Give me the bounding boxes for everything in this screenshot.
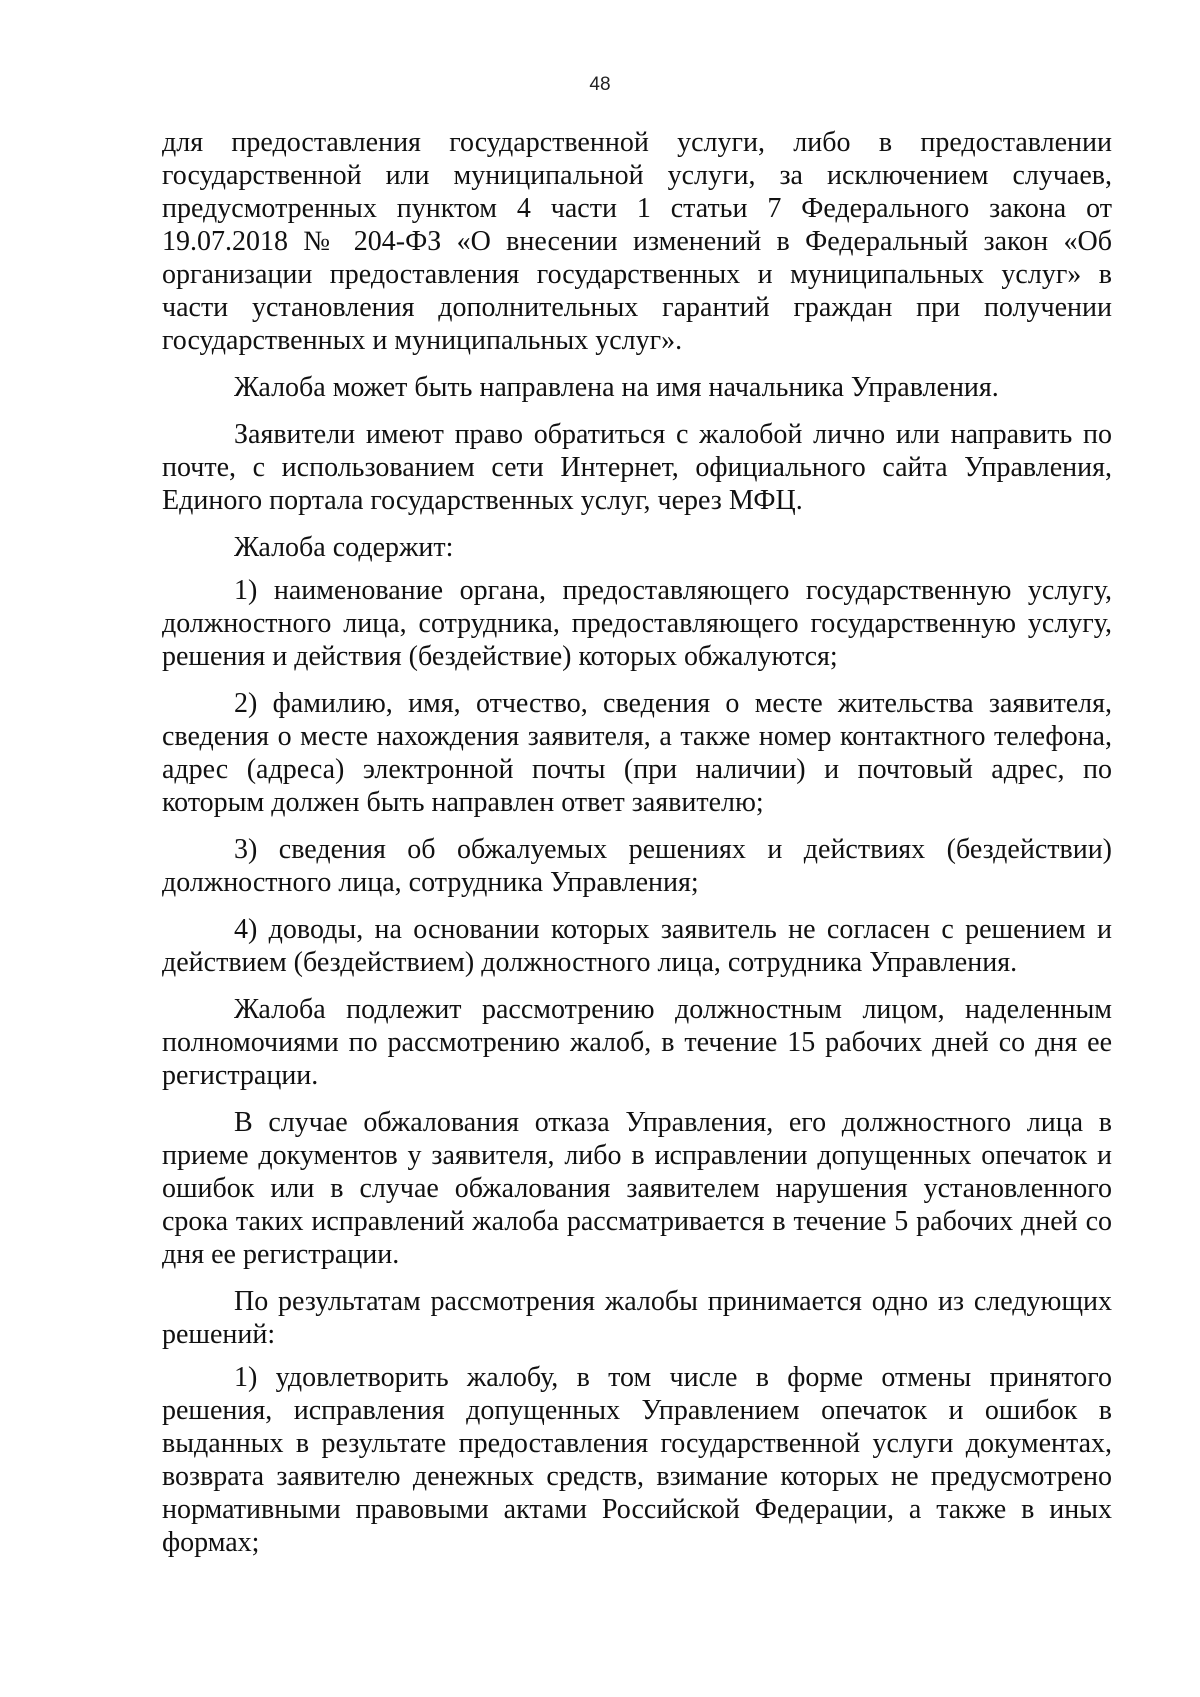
paragraph-continuation: для предоставления государственной услуги, либо в предоставлении государственной или муниципальной услуги, за исключением случаев, предусмотренных пунктом 4 части 1 статьи 7 Федерального закона от 19.07.2018 № 204-ФЗ «О внесении изменений в Федеральный закон «Об организации предоставления государственных и муниципальных услуг» в части установления дополнительных гарантий граждан при получении государственных и муниципальных услуг». bbox=[162, 127, 1112, 356]
paragraph-complaint-addressee: Жалоба может быть направлена на имя начальника Управления. bbox=[234, 372, 999, 403]
paragraph-submission-methods: Заявители имеют право обратиться с жалобой лично или направить по почте, с использованием сети Интернет, официального сайта Управления, Единого портала государственных услуг, через МФЦ. bbox=[162, 419, 1112, 516]
paragraph-decision-options-heading: По результатам рассмотрения жалобы принимается одно из следующих решений: bbox=[162, 1286, 1112, 1350]
document-body bbox=[162, 126, 1112, 1573]
list-item-2-applicant-details: 2) фамилию, имя, отчество, сведения о месте жительства заявителя, сведения о месте нахождения заявителя, а также номер контактного телефона, адрес (адреса) электронной почты (при наличии) и почтовый адрес, по которым должен быть направлен ответ заявителю; bbox=[162, 688, 1112, 818]
list-item-decision-1-satisfy: 1) удовлетворить жалобу, в том числе в форме отмены принятого решения, исправления допущенных Управлением опечаток и ошибок в выданных в результате предоставления государственной услуги документах, возврата заявителю денежных средств, взимание которых не предусмотрено нормативными правовыми актами Российской Федерации, а также в иных формах; bbox=[162, 1362, 1112, 1558]
list-item-1-authority-name: 1) наименование органа, предоставляющего государственную услугу, должностного лица, сотрудника, предоставляющего государственную услугу, решения и действия (бездействие) которых обжалуются; bbox=[162, 575, 1112, 672]
list-item-4-arguments: 4) доводы, на основании которых заявитель не согласен с решением и действием (бездействием) должностного лица, сотрудника Управления. bbox=[162, 914, 1112, 978]
paragraph-complaint-contents-heading: Жалоба содержит: bbox=[234, 532, 454, 563]
list-item-3-appealed-decisions: 3) сведения об обжалуемых решениях и действиях (бездействии) должностного лица, сотрудника Управления; bbox=[162, 834, 1112, 898]
paragraph-review-period: Жалоба подлежит рассмотрению должностным лицом, наделенным полномочиями по рассмотрению жалоб, в течение 15 рабочих дней со дня ее регистрации. bbox=[162, 994, 1112, 1091]
page-number: 48 bbox=[589, 74, 611, 95]
paragraph-expedited-review: В случае обжалования отказа Управления, его должностного лица в приеме документов у заявителя, либо в исправлении допущенных опечаток и ошибок или в случае обжалования заявителем нарушения установленного срока таких исправлений жалоба рассматривается в течение 5 рабочих дней со дня ее регистрации. bbox=[162, 1107, 1112, 1270]
